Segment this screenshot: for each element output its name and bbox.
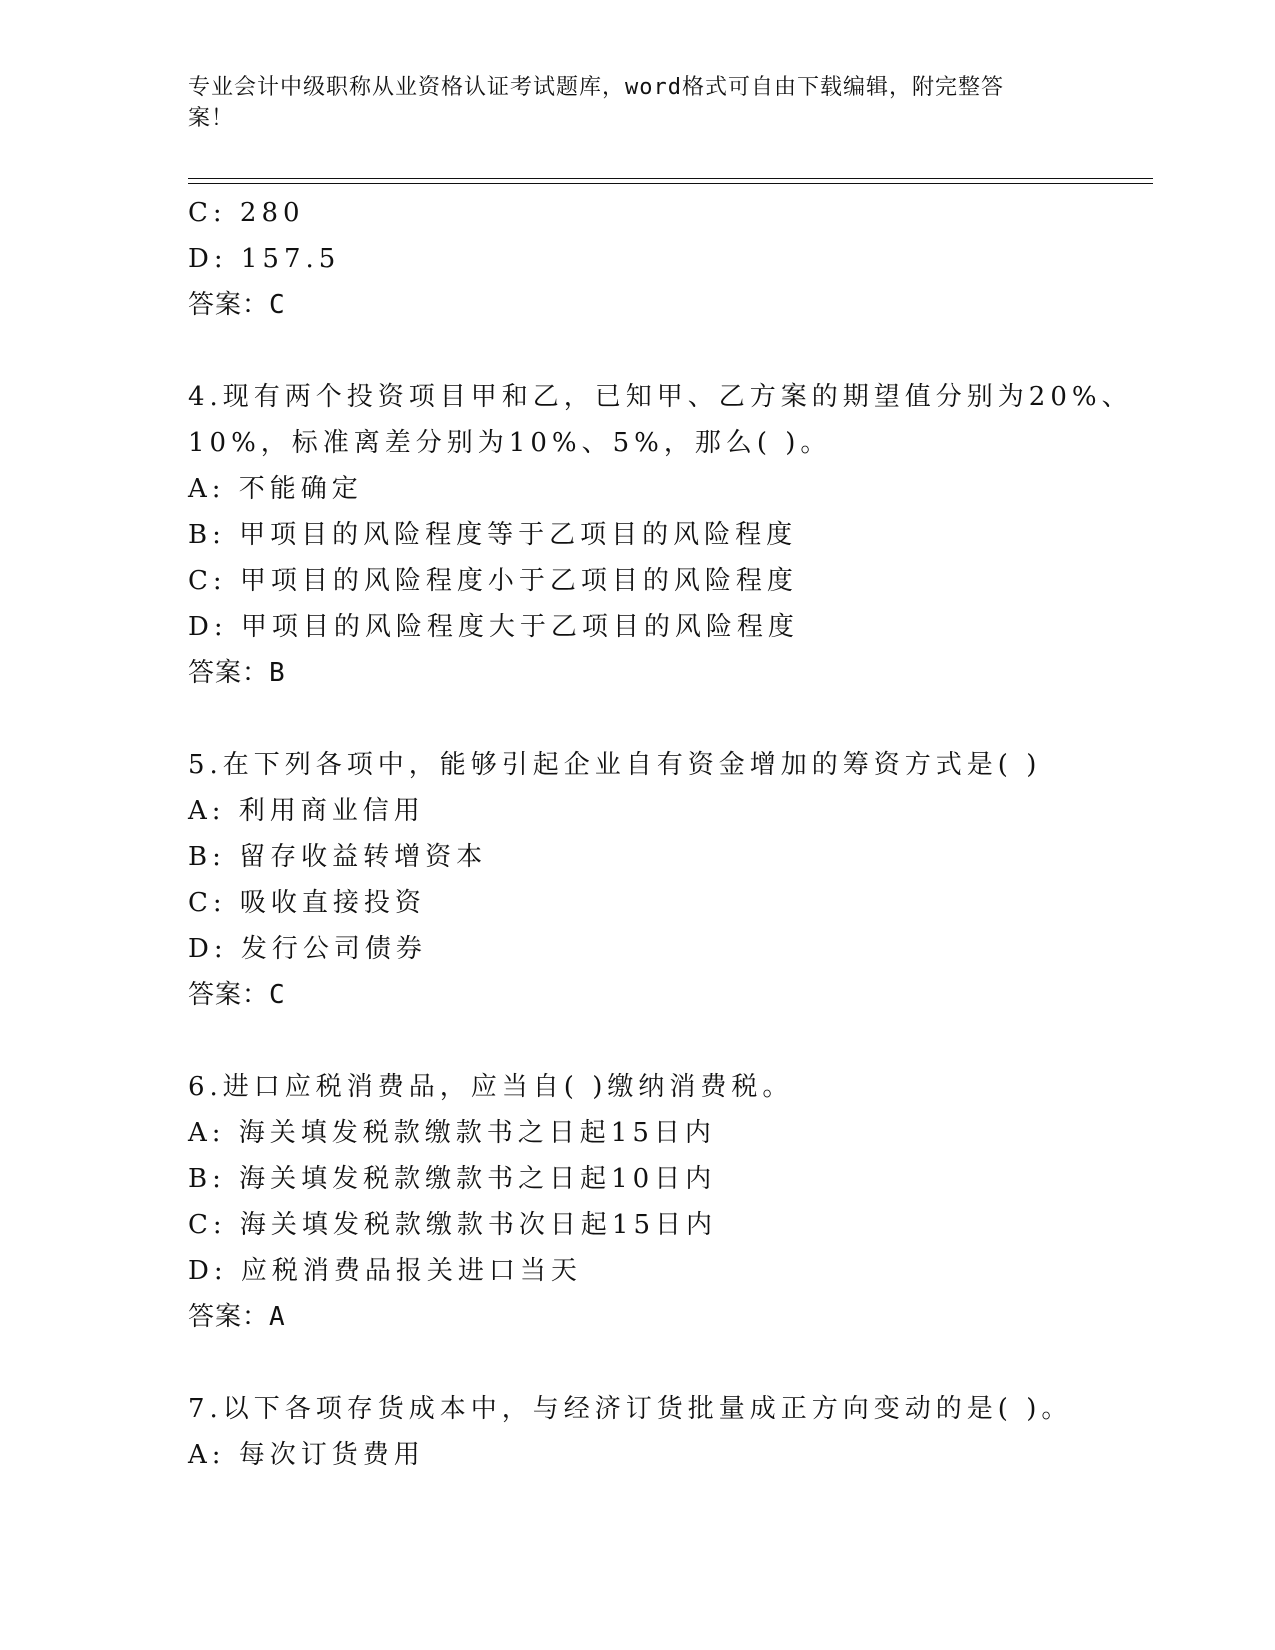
question-list (188, 190, 1148, 1478)
question-stem: 10%，标准离差分别为10%、5%，那么( )。 (188, 428, 832, 458)
option-b: B: 海关填发税款缴款书之日起10日内 (188, 1164, 717, 1194)
spacer (188, 696, 1148, 742)
option-d: D: 157.5 (188, 244, 341, 274)
question-stem: 7.以下各项存货成本中，与经济订货批量成正方向变动的是( )。 (188, 1394, 1073, 1424)
option-c: C: 280 (188, 198, 305, 228)
page-header (188, 72, 1068, 134)
answer: 答案：C (188, 290, 286, 320)
option-b: B: 甲项目的风险程度等于乙项目的风险程度 (188, 520, 798, 550)
header-line-1: 专业会计中级职称从业资格认证考试题库，word格式可自由下载编辑，附完整答 (188, 75, 1004, 100)
answer: 答案：A (188, 1302, 286, 1332)
question-block-4 (188, 374, 1148, 696)
option-c: C: 吸收直接投资 (188, 888, 426, 918)
option-c: C: 甲项目的风险程度小于乙项目的风险程度 (188, 566, 798, 596)
question-stem: 4.现有两个投资项目甲和乙，已知甲、乙方案的期望值分别为20%、 (188, 382, 1133, 412)
option-d: D: 发行公司债券 (188, 934, 427, 964)
question-stem: 5.在下列各项中，能够引起企业自有资金增加的筹资方式是( ) (188, 750, 1042, 780)
option-b: B: 留存收益转增资本 (188, 842, 488, 872)
spacer (188, 1340, 1148, 1386)
spacer (188, 328, 1148, 374)
option-d: D: 甲项目的风险程度大于乙项目的风险程度 (188, 612, 799, 642)
option-d: D: 应税消费品报关进口当天 (188, 1256, 582, 1286)
option-c: C: 海关填发税款缴款书次日起15日内 (188, 1210, 718, 1240)
header-divider-top (188, 178, 1153, 179)
option-a: A: 每次订货费用 (188, 1440, 425, 1470)
option-a: A: 海关填发税款缴款书之日起15日内 (188, 1118, 716, 1148)
header-line-2: 案！ (188, 106, 235, 131)
option-a: A: 利用商业信用 (188, 796, 425, 826)
spacer (188, 1018, 1148, 1064)
option-a: A: 不能确定 (188, 474, 363, 504)
question-block-5 (188, 742, 1148, 1018)
header-divider-bottom (188, 183, 1153, 184)
question-stem: 6.进口应税消费品，应当自( )缴纳消费税。 (188, 1072, 794, 1102)
answer: 答案：B (188, 658, 286, 688)
question-block-6 (188, 1064, 1148, 1340)
answer: 答案：C (188, 980, 286, 1010)
question-block-7 (188, 1386, 1148, 1478)
question-block-3 (188, 190, 1148, 328)
